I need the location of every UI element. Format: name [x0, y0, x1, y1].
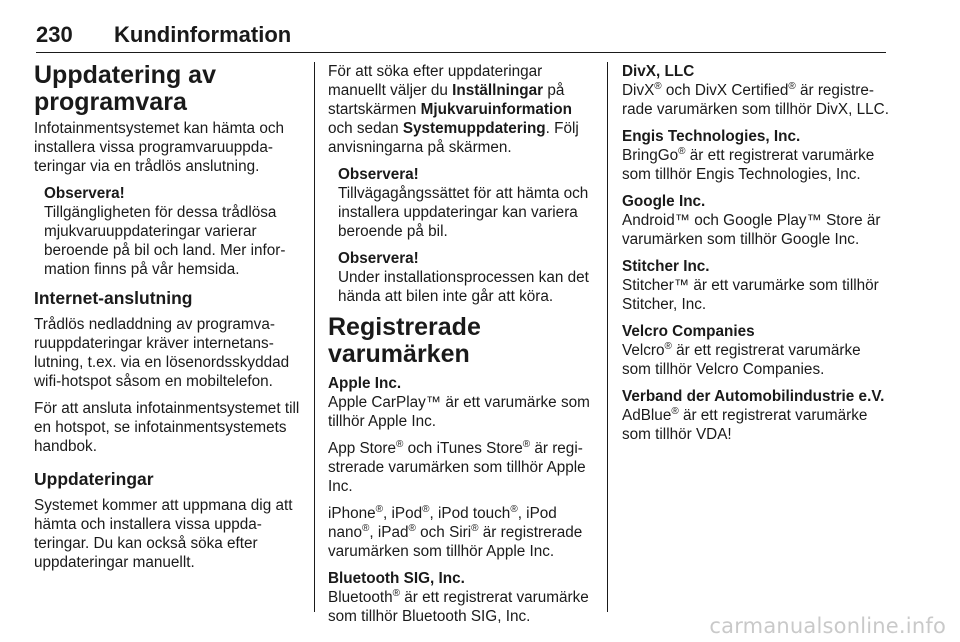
note-procedure [338, 165, 598, 241]
trademark-text: Android™ och Google Play™ Store är varumärken som tillhör Google Inc. [622, 212, 881, 248]
trademark-text: Apple CarPlay™ är ett varumärke som tillhör Apple Inc. [328, 394, 590, 430]
column-1 [34, 62, 302, 580]
trademark-velcro: Velcro Companies Velcro® är ett registrerat varumärke som tillhör Velcro Companies. [622, 322, 890, 379]
company-name: Bluetooth SIG, Inc. [328, 570, 465, 587]
note-title: Observera! [338, 166, 419, 183]
menu-system-update: Systemuppdatering [402, 120, 546, 137]
page-number: 230 [36, 22, 73, 47]
manual-search-paragraph: För att söka efter uppdateringar manuellt väljer du Inställningar på startskärmen Mjukvaruinformation och sedan Systemuppdatering. Följ anvisningarna på skärmen. [328, 63, 579, 156]
company-name: Stitcher Inc. [622, 258, 710, 275]
trademark-text: Stitcher™ är ett varumärke som tillhör Stitcher, Inc. [622, 277, 879, 313]
note-title: Observera! [338, 250, 419, 267]
trademark-bluetooth: Bluetooth SIG, Inc. Bluetooth® är ett registrerat varumärke som tillhör Bluetooth SIG, Inc. [328, 569, 598, 626]
heading-internet-connection: Internet-anslutning [34, 288, 193, 308]
updates-paragraph: Systemet kommer att uppmana dig att hämta och installera vissa uppdateringar. Du kan också söka efter uppdateringar manuellt. [34, 497, 293, 571]
note-installation [338, 249, 598, 306]
note-text: Tillvägagångssättet för att hämta och installera uppdateringar kan variera beroende på bil. [338, 185, 589, 240]
menu-software-info: Mjukvaruinformation [420, 101, 572, 118]
column-divider-1 [314, 62, 315, 612]
page-header [36, 22, 886, 52]
chapter-title: Kundinformation [114, 22, 292, 47]
watermark: carmanualsonline.info [709, 614, 946, 638]
note-availability [44, 184, 302, 279]
note-text: Tillgängligheten för dessa trådlösa mjukvaruuppdateringar varierar beroende på bil och land. Mer information finns på vår hemsida. [44, 204, 286, 278]
trademark-engis: Engis Technologies, Inc. BringGo® är ett registrerat varumärke som tillhör Engis Technologies, Inc. [622, 127, 890, 184]
trademark-apple [328, 374, 598, 431]
intro-paragraph: Infotainmentsystemet kan hämta och installera vissa programvaruuppdateringar via en trådlös anslutning. [34, 120, 284, 175]
apple-appstore-paragraph: App Store® och iTunes Store® är registrerade varumärken som tillhör Apple Inc. [328, 438, 586, 495]
internet-paragraph-2: För att ansluta infotainmentsystemet till en hotspot, se infotainmentsystemets handbok. [34, 400, 300, 455]
header-rule [36, 52, 886, 53]
section-title-trademarks: Registrerade varumärken [328, 313, 481, 368]
section-title-software-update: Uppdatering av programvara [34, 61, 216, 116]
company-name: Velcro Companies [622, 323, 755, 340]
apple-devices-paragraph: iPhone®, iPod®, iPod touch®, iPod nano®, iPad® och Siri® är registrerade varumärken som tillhör Apple Inc. [328, 503, 583, 560]
column-2 [328, 62, 598, 634]
note-title: Observera! [44, 185, 125, 202]
company-name: Google Inc. [622, 193, 706, 210]
heading-updates: Uppdateringar [34, 469, 154, 489]
column-divider-2 [607, 62, 608, 612]
company-name: Engis Technologies, Inc. [622, 128, 801, 145]
trademark-stitcher [622, 257, 890, 314]
trademark-vda: Verband der Automobilindustrie e.V. AdBlue® är ett registrerat varumärke som tillhör VDA! [622, 387, 890, 444]
column-3 [622, 62, 890, 452]
internet-paragraph-1: Trådlös nedladdning av programvaruuppdateringar kräver internetanslutning, t.ex. via en lösenordsskyddad wifi-hotspot såsom en mobiltelefon. [34, 316, 290, 390]
note-text: Under installationsprocessen kan det hända att bilen inte går att köra. [338, 269, 589, 305]
trademark-divx: DivX, LLC DivX® och DivX Certified® är registrerade varumärken som tillhör DivX, LLC. [622, 63, 889, 118]
company-name: DivX, LLC [622, 63, 695, 80]
company-name: Verband der Automobilindustrie e.V. [622, 388, 885, 405]
menu-settings: Inställningar [452, 82, 544, 99]
company-name: Apple Inc. [328, 375, 402, 392]
trademark-google [622, 192, 890, 249]
